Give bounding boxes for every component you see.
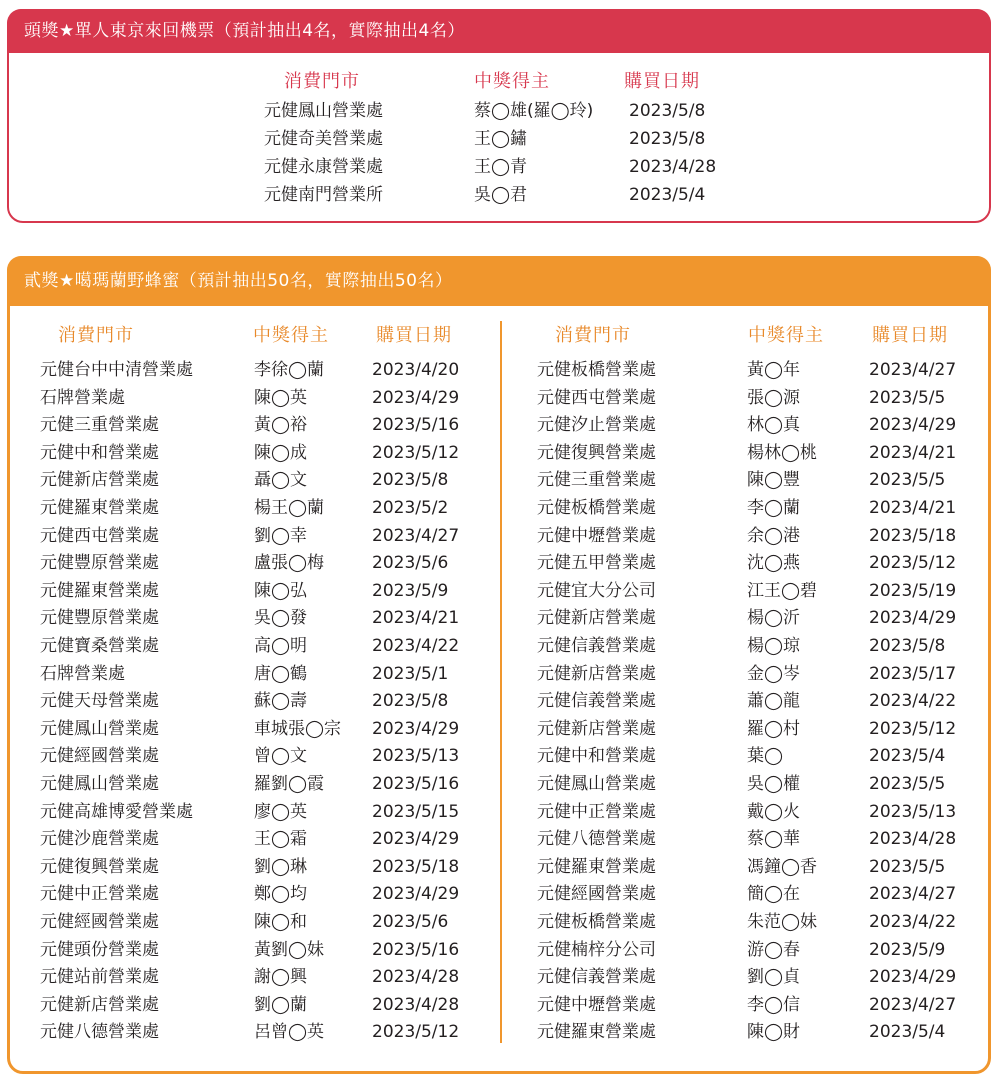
date-cell: 2023/4/27 (869, 884, 957, 905)
store-cell: 元健新店營業處 (537, 718, 656, 739)
left-header-date: 購買日期 (376, 325, 452, 346)
store-cell: 元健信義營業處 (537, 636, 656, 656)
header-winner: 中獎得主 (474, 71, 550, 92)
winner-cell: 陳◯成 (254, 442, 308, 463)
store-cell: 元健南門營業所 (264, 185, 383, 205)
date-cell: 2023/5/4 (629, 185, 706, 205)
store-cell: 石牌營業處 (40, 663, 125, 684)
date-cell: 2023/5/17 (869, 663, 957, 684)
left-header-winner: 中獎得主 (253, 325, 329, 346)
date-cell: 2023/5/2 (372, 498, 449, 518)
winner-cell: 聶◯文 (254, 470, 308, 491)
winner-cell: 呂曾◯英 (254, 1022, 325, 1043)
winner-cell: 楊王◯蘭 (254, 498, 325, 518)
table-row (537, 661, 1000, 688)
winner-cell: 陳◯豐 (747, 470, 801, 491)
table-row (40, 826, 520, 853)
winner-cell: 葉◯ (747, 746, 784, 767)
winner-cell: 劉◯蘭 (254, 994, 308, 1015)
store-cell: 元健宜大分公司 (537, 580, 656, 601)
winner-cell: 曾◯文 (254, 746, 308, 767)
table-row (40, 854, 520, 881)
date-cell: 2023/4/29 (869, 608, 957, 629)
store-cell: 元健新店營業處 (40, 994, 159, 1015)
date-cell: 2023/4/21 (372, 608, 460, 629)
store-cell: 元健鳳山營業處 (40, 774, 159, 794)
store-cell: 元健寶桑營業處 (40, 636, 159, 656)
date-cell: 2023/5/15 (372, 801, 460, 822)
store-cell: 元健豐原營業處 (40, 608, 159, 629)
table-row (537, 412, 1000, 439)
table-row (40, 909, 520, 936)
table-row (40, 523, 520, 550)
table-row (537, 523, 1000, 550)
table-row (537, 743, 1000, 770)
table-row (537, 964, 1000, 991)
winner-cell: 謝◯興 (254, 967, 308, 988)
date-cell: 2023/5/16 (372, 774, 460, 794)
table-row (40, 992, 520, 1019)
table-row (40, 633, 520, 660)
store-cell: 元健中正營業處 (537, 801, 656, 822)
date-cell: 2023/4/29 (372, 884, 460, 905)
date-cell: 2023/5/6 (372, 553, 449, 574)
date-cell: 2023/5/16 (372, 939, 460, 960)
date-cell: 2023/5/13 (372, 746, 460, 767)
winner-cell: 鄭◯均 (254, 884, 308, 905)
date-cell: 2023/4/28 (372, 967, 460, 988)
store-cell: 元健中正營業處 (40, 884, 159, 905)
date-cell: 2023/4/29 (869, 415, 957, 436)
date-cell: 2023/4/29 (372, 387, 460, 408)
table-row (537, 992, 1000, 1019)
winner-cell: 黃◯年 (747, 360, 801, 380)
date-cell: 2023/5/4 (869, 1022, 946, 1043)
winner-cell: 游◯春 (747, 939, 801, 960)
table-row (40, 799, 520, 826)
store-cell: 元健台中中清營業處 (40, 360, 193, 380)
date-cell: 2023/4/29 (869, 967, 957, 988)
store-cell: 元健鳳山營業處 (264, 101, 383, 121)
table-row (537, 633, 1000, 660)
table-row (537, 826, 1000, 853)
store-cell: 元健三重營業處 (537, 470, 656, 491)
winner-cell: 車城張◯宗 (254, 718, 342, 739)
table-row (40, 578, 520, 605)
winner-cell: 楊◯琼 (747, 636, 801, 656)
winner-cell: 陳◯和 (254, 912, 308, 932)
winner-cell: 金◯岑 (747, 663, 801, 684)
store-cell: 元健高雄博愛營業處 (40, 801, 193, 822)
table-row (40, 495, 520, 522)
winner-cell: 吳◯權 (747, 774, 801, 794)
store-cell: 元健經國營業處 (40, 746, 159, 767)
store-cell: 元健新店營業處 (537, 663, 656, 684)
date-cell: 2023/5/5 (869, 774, 946, 794)
store-cell: 元健中和營業處 (537, 746, 656, 767)
winner-cell: 劉◯幸 (254, 525, 308, 546)
second-prize-panel (7, 256, 991, 1074)
winner-cell: 馮鐘◯香 (747, 856, 818, 877)
date-cell: 2023/4/28 (372, 994, 460, 1015)
table-row (40, 661, 520, 688)
date-cell: 2023/4/28 (629, 157, 717, 177)
winner-cell: 陳◯弘 (254, 580, 308, 601)
table-row (264, 98, 744, 125)
date-cell: 2023/5/4 (869, 746, 946, 767)
table-row (40, 412, 520, 439)
store-cell: 石牌營業處 (40, 387, 125, 408)
header-date: 購買日期 (624, 71, 700, 92)
date-cell: 2023/5/18 (372, 856, 460, 877)
winner-cell: 余◯港 (747, 525, 801, 546)
date-cell: 2023/5/1 (372, 663, 449, 684)
store-cell: 元健復興營業處 (537, 442, 656, 463)
table-row (537, 771, 1000, 798)
right-header-store: 消費門市 (555, 325, 631, 346)
table-row (537, 550, 1000, 577)
date-cell: 2023/4/27 (869, 994, 957, 1015)
winner-cell: 楊林◯桃 (747, 442, 818, 463)
table-row (40, 964, 520, 991)
table-row (537, 578, 1000, 605)
store-cell: 元健經國營業處 (537, 884, 656, 905)
winner-cell: 李◯蘭 (747, 498, 801, 518)
winner-cell: 蕭◯龍 (747, 691, 801, 712)
table-row (40, 937, 520, 964)
store-cell: 元健板橋營業處 (537, 498, 656, 518)
date-cell: 2023/5/8 (869, 636, 946, 656)
store-cell: 元健沙鹿營業處 (40, 829, 159, 850)
winner-cell: 廖◯英 (254, 801, 308, 822)
winner-cell: 王◯鏽 (474, 129, 528, 149)
date-cell: 2023/5/6 (372, 912, 449, 932)
date-cell: 2023/5/5 (869, 470, 946, 491)
store-cell: 元健中和營業處 (40, 442, 159, 463)
table-row (40, 771, 520, 798)
table-row (40, 385, 520, 412)
date-cell: 2023/5/12 (869, 718, 957, 739)
date-cell: 2023/4/27 (372, 525, 460, 546)
date-cell: 2023/5/5 (869, 856, 946, 877)
date-cell: 2023/4/27 (869, 360, 957, 380)
winner-cell: 簡◯在 (747, 884, 801, 905)
winner-cell: 戴◯火 (747, 801, 801, 822)
store-cell: 元健汐止營業處 (537, 415, 656, 436)
store-cell: 元健西屯營業處 (537, 387, 656, 408)
right-header-date: 購買日期 (872, 325, 948, 346)
winner-cell: 江王◯碧 (747, 580, 818, 601)
winner-cell: 黃◯裕 (254, 415, 308, 436)
table-row (537, 385, 1000, 412)
table-row (537, 716, 1000, 743)
winner-cell: 陳◯英 (254, 387, 308, 408)
store-cell: 元健羅東營業處 (537, 1022, 656, 1043)
left-header-store: 消費門市 (58, 325, 134, 346)
date-cell: 2023/4/22 (869, 691, 957, 712)
table-row (40, 550, 520, 577)
winner-cell: 盧張◯梅 (254, 553, 325, 574)
store-cell: 元健永康營業處 (264, 157, 383, 177)
store-cell: 元健楠梓分公司 (537, 939, 656, 960)
date-cell: 2023/5/16 (372, 415, 460, 436)
table-row (537, 440, 1000, 467)
table-row (40, 605, 520, 632)
winner-cell: 蔡◯華 (747, 829, 801, 850)
store-cell: 元健羅東營業處 (40, 580, 159, 601)
table-row (40, 467, 520, 494)
table-row (537, 1019, 1000, 1046)
winner-cell: 劉◯貞 (747, 967, 801, 988)
winner-cell: 劉◯琳 (254, 856, 308, 877)
store-cell: 元健鳳山營業處 (537, 774, 656, 794)
table-row (40, 743, 520, 770)
winner-cell: 高◯明 (254, 636, 308, 656)
winner-cell: 李徐◯蘭 (254, 360, 325, 380)
date-cell: 2023/4/29 (372, 718, 460, 739)
table-row (537, 854, 1000, 881)
table-row (264, 126, 744, 153)
store-cell: 元健新店營業處 (537, 608, 656, 629)
table-row (537, 909, 1000, 936)
store-cell: 元健新店營業處 (40, 470, 159, 491)
store-cell: 元健經國營業處 (40, 912, 159, 932)
winner-cell: 吳◯發 (254, 608, 308, 629)
grand-prize-title: 頭獎★單人東京來回機票（預計抽出4名，實際抽出4名） (7, 9, 991, 53)
store-cell: 元健站前營業處 (40, 967, 159, 988)
store-cell: 元健中壢營業處 (537, 525, 656, 546)
store-cell: 元健中壢營業處 (537, 994, 656, 1015)
date-cell: 2023/5/13 (869, 801, 957, 822)
date-cell: 2023/4/20 (372, 360, 460, 380)
table-row (40, 716, 520, 743)
store-cell: 元健復興營業處 (40, 856, 159, 877)
date-cell: 2023/5/19 (869, 580, 957, 601)
store-cell: 元健天母營業處 (40, 691, 159, 712)
date-cell: 2023/5/12 (372, 442, 460, 463)
date-cell: 2023/4/21 (869, 498, 957, 518)
store-cell: 元健板橋營業處 (537, 360, 656, 380)
winner-cell: 吳◯君 (474, 185, 528, 205)
table-row (537, 881, 1000, 908)
winner-cell: 羅劉◯霞 (254, 774, 325, 794)
winner-cell: 朱范◯妹 (747, 912, 818, 932)
store-cell: 元健信義營業處 (537, 691, 656, 712)
winner-cell: 林◯真 (747, 415, 801, 436)
table-row (40, 688, 520, 715)
date-cell: 2023/4/29 (372, 829, 460, 850)
winner-cell: 張◯源 (747, 387, 801, 408)
date-cell: 2023/4/28 (869, 829, 957, 850)
winner-cell: 黃劉◯妹 (254, 939, 325, 960)
table-row (537, 605, 1000, 632)
date-cell: 2023/5/9 (869, 939, 946, 960)
winner-cell: 羅◯村 (747, 718, 801, 739)
table-row (40, 1019, 520, 1046)
table-row (537, 495, 1000, 522)
store-cell: 元健八德營業處 (537, 829, 656, 850)
date-cell: 2023/5/8 (629, 129, 706, 149)
table-row (40, 440, 520, 467)
date-cell: 2023/5/12 (372, 1022, 460, 1043)
date-cell: 2023/4/22 (869, 912, 957, 932)
store-cell: 元健西屯營業處 (40, 525, 159, 546)
date-cell: 2023/5/8 (372, 691, 449, 712)
winner-cell: 王◯霜 (254, 829, 308, 850)
store-cell: 元健豐原營業處 (40, 553, 159, 574)
table-row (537, 799, 1000, 826)
table-row (40, 881, 520, 908)
right-header-winner: 中獎得主 (748, 325, 824, 346)
header-store: 消費門市 (284, 71, 360, 92)
table-row (537, 688, 1000, 715)
date-cell: 2023/5/9 (372, 580, 449, 601)
winner-cell: 唐◯鶴 (254, 663, 308, 684)
store-cell: 元健五甲營業處 (537, 553, 656, 574)
date-cell: 2023/4/22 (372, 636, 460, 656)
table-row (537, 937, 1000, 964)
date-cell: 2023/5/12 (869, 553, 957, 574)
store-cell: 元健三重營業處 (40, 415, 159, 436)
store-cell: 元健八德營業處 (40, 1022, 159, 1043)
store-cell: 元健鳳山營業處 (40, 718, 159, 739)
date-cell: 2023/5/18 (869, 525, 957, 546)
grand-prize-panel (7, 9, 991, 223)
winner-cell: 蔡◯雄(羅◯玲) (474, 101, 594, 121)
date-cell: 2023/4/21 (869, 442, 957, 463)
second-prize-title: 貳獎★噶瑪蘭野蜂蜜（預計抽出50名，實際抽出50名） (7, 256, 991, 306)
table-row (40, 357, 520, 384)
table-row (264, 182, 744, 209)
winner-cell: 李◯信 (747, 994, 801, 1015)
winner-cell: 王◯青 (474, 157, 528, 177)
table-row (537, 467, 1000, 494)
table-row (264, 154, 744, 181)
date-cell: 2023/5/5 (869, 387, 946, 408)
store-cell: 元健羅東營業處 (537, 856, 656, 877)
store-cell: 元健奇美營業處 (264, 129, 383, 149)
winner-cell: 楊◯沂 (747, 608, 801, 629)
store-cell: 元健板橋營業處 (537, 912, 656, 932)
store-cell: 元健頭份營業處 (40, 939, 159, 960)
winner-cell: 蘇◯壽 (254, 691, 308, 712)
winner-cell: 陳◯財 (747, 1022, 801, 1043)
date-cell: 2023/5/8 (629, 101, 706, 121)
winner-cell: 沈◯燕 (747, 553, 801, 574)
table-row (537, 357, 1000, 384)
store-cell: 元健信義營業處 (537, 967, 656, 988)
store-cell: 元健羅東營業處 (40, 498, 159, 518)
date-cell: 2023/5/8 (372, 470, 449, 491)
